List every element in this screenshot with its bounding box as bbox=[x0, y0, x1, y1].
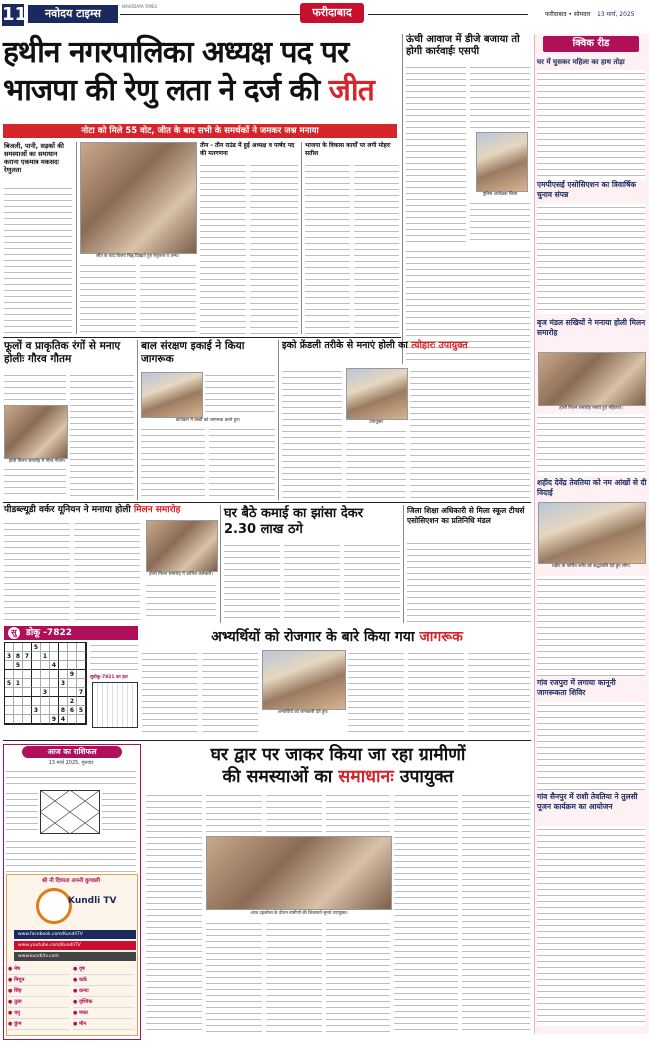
ghar-headline-line1: घर द्वार पर जाकर किया जा रहा ग्रामीणों bbox=[210, 745, 466, 765]
sudoku-cell: 3 bbox=[59, 679, 68, 688]
thagi-text-1 bbox=[224, 542, 280, 622]
holi1-text-2 bbox=[4, 466, 66, 498]
section-label: फरीदाबाद bbox=[300, 3, 364, 23]
pwd-headline bbox=[4, 505, 214, 516]
sudoku-instructions bbox=[90, 642, 138, 672]
sudoku-cell bbox=[50, 670, 59, 679]
row-rule bbox=[3, 337, 401, 338]
zodiac-sign: ● धनु bbox=[8, 1008, 69, 1019]
sp-text-1 bbox=[406, 64, 466, 244]
holi1-photo bbox=[4, 405, 68, 459]
sudoku-cell bbox=[23, 643, 32, 652]
sudoku-cell bbox=[5, 661, 14, 670]
zodiac-sign: ● कर्क bbox=[73, 975, 134, 986]
rojgar-headline bbox=[142, 628, 532, 646]
ghar-headline bbox=[146, 744, 530, 788]
sudoku-grid bbox=[4, 642, 87, 725]
sudoku-cell bbox=[14, 715, 23, 724]
sudoku-cell bbox=[59, 670, 68, 679]
divider bbox=[278, 340, 279, 500]
bal-caption: कार्यक्रम में बच्चों को जागरूक करते हुए। bbox=[175, 418, 241, 423]
sudoku-cell: 3 bbox=[41, 688, 50, 697]
ghar-text-3 bbox=[206, 920, 262, 1032]
eco-text-1 bbox=[282, 368, 342, 498]
sudoku-cell bbox=[14, 697, 23, 706]
lead-headline bbox=[3, 34, 399, 110]
lead-col5-text bbox=[250, 162, 298, 334]
bal-headline: बाल संरक्षण इकाई ने किया जागरूक bbox=[141, 340, 245, 365]
sudoku-cell bbox=[77, 670, 86, 679]
sidebar-item-3-headline: बृज मंडल सखियों ने मनाया होली मिलन समारोह bbox=[537, 318, 646, 337]
sudoku-cell bbox=[32, 670, 41, 679]
eco-headline-b: त्योहारः उपायुक्त bbox=[411, 340, 468, 351]
divider bbox=[403, 505, 404, 623]
ghar-text-9 bbox=[462, 792, 530, 1032]
sudoku-cell bbox=[68, 688, 77, 697]
teachers-headline: जिला शिक्षा अधिकारी से मिला स्कूल टीचर्स एसोसिएशन का प्रतिनिधि मंडल bbox=[407, 506, 525, 525]
sidebar-item-4-text bbox=[537, 576, 645, 676]
sudoku-cell bbox=[14, 670, 23, 679]
sudoku-cell: 2 bbox=[68, 697, 77, 706]
sudoku-cell: 9 bbox=[50, 715, 59, 724]
zodiac-sign: ● कन्या bbox=[73, 986, 134, 997]
thagi-headline: घर बैठे कमाई का झांसा देकर 2.30 लाख ठगे bbox=[224, 506, 364, 537]
teachers-text bbox=[407, 540, 531, 622]
sudoku-cell bbox=[32, 661, 41, 670]
rojgar-caption: अभ्यर्थियों को जानकारी देते हुए। bbox=[277, 710, 329, 715]
youtube-link[interactable]: www.youtube.com/KundliTV bbox=[14, 941, 136, 950]
sudoku-cell bbox=[5, 697, 14, 706]
lead-headline-line2-a: भाजपा की रेणु लता ने दर्ज की bbox=[3, 73, 329, 108]
zodiac-sign: ● वृश्चिक bbox=[73, 997, 134, 1008]
ghar-text-2 bbox=[206, 792, 262, 832]
sudoku-cell bbox=[23, 679, 32, 688]
kundli-side-right bbox=[102, 790, 136, 834]
ghar-caption: आज दहकोला के दौरान ग्रामीणों की शिकायतें सुनते उपायुक्त। bbox=[250, 911, 348, 916]
ghar-headline-line2-b: समाधानः bbox=[338, 767, 394, 787]
lead-col3-text bbox=[140, 262, 196, 334]
sudoku-cell bbox=[23, 715, 32, 724]
ghar-photo bbox=[206, 836, 392, 910]
sudoku-cell bbox=[68, 661, 77, 670]
sidebar-item-1-headline: घर में घुसकर महिला का हाथ तोड़ा bbox=[537, 58, 625, 66]
masthead-rule-left bbox=[120, 14, 300, 15]
sudoku-cell: 7 bbox=[23, 652, 32, 661]
ghar-text-1 bbox=[146, 792, 202, 1032]
bal-photo bbox=[141, 372, 203, 418]
sudoku-cell bbox=[41, 697, 50, 706]
rojgar-photo bbox=[262, 650, 346, 710]
sidebar-item-2-headline: एमपीएसई एसोसिएशन का त्रिवार्षिक चुनाव संपन्न bbox=[537, 180, 637, 199]
sudoku-cell bbox=[5, 670, 14, 679]
logo: नवोदय टाइम्स bbox=[28, 5, 118, 23]
divider bbox=[402, 34, 403, 364]
sudoku-cell bbox=[50, 652, 59, 661]
sudoku-cell bbox=[32, 697, 41, 706]
sudoku-cell bbox=[68, 643, 77, 652]
zodiac-sign: ● मीन bbox=[73, 1019, 134, 1030]
bal-text-1 bbox=[205, 372, 275, 416]
sudoku-cell bbox=[59, 652, 68, 661]
horoscope-text bbox=[6, 838, 136, 872]
sidebar-item-4-caption: शहीद के पार्थिव शरीर को श्रद्धांजलि देते हुए लोग। bbox=[551, 564, 631, 569]
sudoku-cell bbox=[77, 715, 86, 724]
sp-text-2 bbox=[470, 64, 530, 130]
sudoku-cell bbox=[23, 661, 32, 670]
sudoku-title: डोकू -7822 bbox=[26, 628, 72, 638]
sudoku-cell bbox=[50, 643, 59, 652]
zodiac-sign: ● वृष bbox=[73, 964, 134, 975]
rojgar-headline-b: जागरूक bbox=[419, 629, 463, 645]
sudoku-cell bbox=[14, 706, 23, 715]
sidebar-item-4-photo bbox=[538, 502, 646, 564]
pwd-text-2 bbox=[74, 520, 140, 620]
sudoku-cell: 9 bbox=[68, 670, 77, 679]
sudoku-cell bbox=[41, 661, 50, 670]
lead-col4-text bbox=[200, 162, 246, 334]
thagi-text-2 bbox=[284, 542, 340, 622]
kundli-logo-ring bbox=[36, 888, 72, 924]
zodiac-sign: ● मेष bbox=[8, 964, 69, 975]
sp-photo-caption: पुलिस अधीक्षक जिला bbox=[482, 192, 518, 197]
sudoku-cell bbox=[77, 697, 86, 706]
sudoku-cell bbox=[50, 697, 59, 706]
sudoku-cell bbox=[32, 652, 41, 661]
sudoku-cell bbox=[14, 643, 23, 652]
zodiac-sign: ● कुंभ bbox=[8, 1019, 69, 1030]
logo-sub: NAVODAYA TIMES bbox=[122, 4, 158, 9]
sudoku-cell: 1 bbox=[14, 679, 23, 688]
sidebar-item-3-text bbox=[537, 414, 645, 476]
horoscope-ad-title: श्री नी दिव्यता अपनी कुण्डली bbox=[41, 878, 101, 884]
ghar-text-8 bbox=[394, 792, 458, 1032]
rojgar-text-5 bbox=[468, 650, 530, 736]
sudoku-cell: 5 bbox=[32, 643, 41, 652]
sudoku-cell bbox=[41, 679, 50, 688]
horoscope-date: 13 मार्च 2025, गुरुवार bbox=[48, 760, 94, 766]
sidebar-item-6-text bbox=[537, 826, 645, 1026]
zodiac-sign: ● तुला bbox=[8, 997, 69, 1008]
lead-headline-line1: हथीन नगरपालिका अध्यक्ष पद पर bbox=[3, 35, 349, 70]
lead-col2-text bbox=[80, 262, 136, 334]
rojgar-text-2 bbox=[202, 650, 258, 736]
sudoku-cell: 3 bbox=[5, 652, 14, 661]
sudoku-cell: 5 bbox=[14, 661, 23, 670]
sudoku-badge: सु bbox=[8, 627, 20, 639]
pwd-photo bbox=[146, 520, 218, 572]
lead-headline-highlight: जीत bbox=[328, 73, 374, 108]
sudoku-cell: 7 bbox=[77, 688, 86, 697]
sudoku-cell: 5 bbox=[5, 679, 14, 688]
lead-photo bbox=[80, 142, 197, 254]
ghar-text-4 bbox=[266, 792, 322, 832]
ghar-text-7 bbox=[326, 920, 390, 1032]
sudoku-cell bbox=[77, 661, 86, 670]
sudoku-cell bbox=[68, 652, 77, 661]
eco-text-2 bbox=[346, 428, 406, 498]
lead-sub2: तीन - तीन राउंड में हुई अध्यक्ष व पार्षद पद की मतगणना bbox=[200, 142, 295, 157]
ghar-headline-line2-c: उपायुक्त bbox=[393, 767, 454, 787]
pwd-headline-b: मिलन समारोह bbox=[133, 505, 181, 515]
divider bbox=[301, 142, 302, 334]
kundli-brand: Kundli TV bbox=[68, 896, 117, 906]
pwd-caption: होली मिलन समारोह में शामिल कर्मचारी। bbox=[149, 572, 213, 577]
sudoku-cell bbox=[77, 643, 86, 652]
pwd-headline-a: पीडब्ल्यूडी वर्कर यूनियन ने मनाया होली bbox=[4, 505, 134, 515]
date: 13 मार्च, 2025 bbox=[597, 11, 635, 18]
masthead-rule-right bbox=[368, 14, 528, 15]
sidebar-item-2-text bbox=[537, 204, 645, 314]
eco-photo bbox=[346, 368, 408, 420]
rojgar-text-4 bbox=[408, 650, 464, 736]
sudoku-cell bbox=[68, 715, 77, 724]
holi1-text-3 bbox=[70, 372, 134, 498]
zodiac-list bbox=[8, 964, 134, 1032]
sudoku-cell bbox=[32, 679, 41, 688]
edition: फरीदाबाद • सोमवार bbox=[545, 11, 591, 18]
zodiac-sign: ● मिथुन bbox=[8, 975, 69, 986]
sudoku-cell: 3 bbox=[32, 706, 41, 715]
sudoku-cell bbox=[23, 688, 32, 697]
sudoku-cell bbox=[59, 643, 68, 652]
lead-col6-text bbox=[305, 162, 350, 334]
sudoku-cell bbox=[41, 670, 50, 679]
sidebar-item-4-headline: शहीद देवेंद्र तेवतिया को नम आंखों से दी विदाई bbox=[537, 478, 647, 497]
sudoku-cell bbox=[5, 706, 14, 715]
ghar-headline-line2-a: की समस्याओं का bbox=[222, 767, 339, 787]
eco-text-3 bbox=[410, 368, 530, 498]
sudoku-cell bbox=[59, 697, 68, 706]
divider bbox=[220, 505, 221, 623]
sudoku-cell bbox=[50, 688, 59, 697]
sudoku-cell: 1 bbox=[41, 652, 50, 661]
sidebar-item-5-text bbox=[537, 702, 645, 790]
sp-photo bbox=[476, 132, 528, 192]
sudoku-solution-grid bbox=[92, 682, 138, 728]
sidebar-item-6-headline: गांव सैनपुर में राशी तेवतिया ने तुलसी पूजन कार्यक्रम का आयोजन bbox=[537, 792, 638, 811]
sudoku-cell: 6 bbox=[68, 706, 77, 715]
kundli-chart-svg bbox=[40, 790, 100, 834]
lead-strap: नोटा को मिले 55 वोट, जीत के बाद सभी के समर्थकों ने जमकर जश्न मनाया bbox=[3, 124, 397, 138]
sudoku-cell bbox=[5, 643, 14, 652]
facebook-link[interactable]: www.facebook.com/KundliTV bbox=[14, 930, 136, 939]
sidebar-item-3-photo bbox=[538, 352, 646, 406]
lead-headline-line2 bbox=[3, 72, 399, 110]
pwd-text-3 bbox=[146, 582, 216, 620]
sudoku-cell bbox=[23, 706, 32, 715]
lead-sub3: भाजपा के विकास कार्यों पर लगी मोहरः सतीश bbox=[305, 142, 391, 157]
sidebar-title: क्विक रीड bbox=[543, 36, 639, 52]
masthead bbox=[0, 0, 650, 30]
sudoku-solution-label: सुडोकू-7821 का हल bbox=[90, 675, 128, 680]
holi1-text-1 bbox=[4, 372, 66, 402]
ghar-headline-line2 bbox=[146, 766, 530, 788]
eco-headline-a: इको फ्रेंडली तरीके से मनाएं होली का bbox=[282, 340, 412, 351]
sudoku-cell bbox=[14, 688, 23, 697]
sudoku-cell bbox=[50, 706, 59, 715]
rojgar-headline-a: अभ्यर्थियों को रोजगार के बारे किया गया bbox=[211, 629, 420, 645]
sudoku-cell bbox=[77, 652, 86, 661]
rojgar-text-3 bbox=[348, 650, 404, 736]
sp-headline: ऊंची आवाज में डीजे बजाया तो होगी कार्रवाईः एसपी bbox=[406, 34, 520, 57]
sudoku-cell bbox=[5, 715, 14, 724]
holi1-headline: फूलों व प्राकृतिक रंगों से मनाए होलीः गौरव गौतम bbox=[4, 340, 121, 365]
sudoku-cell bbox=[23, 670, 32, 679]
sudoku-cell bbox=[77, 679, 86, 688]
sudoku-cell: 8 bbox=[14, 652, 23, 661]
sudoku-cell: 4 bbox=[59, 715, 68, 724]
pwd-text-1 bbox=[4, 520, 70, 620]
kundli-chart bbox=[40, 790, 100, 834]
eco-caption: उपायुक्त bbox=[369, 420, 383, 425]
zodiac-sign: ● सिंह bbox=[8, 986, 69, 997]
sp-text-3 bbox=[470, 200, 530, 244]
sudoku-cell: 4 bbox=[50, 661, 59, 670]
rojgar-text-1 bbox=[142, 650, 198, 736]
holi1-caption: होली मिलन समारोह में गौरव गौतम। bbox=[8, 459, 66, 464]
sudoku-cell bbox=[68, 679, 77, 688]
lead-photo-caption: जीत के बाद विजय चिह्न दिखाते हुए रेणुलता व अन्य। bbox=[95, 254, 180, 259]
sudoku-cell bbox=[32, 715, 41, 724]
sudoku-cell bbox=[50, 679, 59, 688]
divider bbox=[76, 142, 77, 334]
sidebar-item-3-caption: होली मिलन समारोह मनाते हुए महिलाएं। bbox=[559, 406, 623, 411]
ghar-text-6 bbox=[326, 792, 390, 832]
thagi-text-3 bbox=[344, 542, 400, 622]
sudoku-cell bbox=[23, 697, 32, 706]
sudoku-cell bbox=[32, 688, 41, 697]
sudoku-cell bbox=[41, 715, 50, 724]
sudoku-cell: 8 bbox=[59, 706, 68, 715]
sudoku-header bbox=[4, 626, 138, 640]
zodiac-sign: ● मकर bbox=[73, 1008, 134, 1019]
ghar-text-5 bbox=[266, 920, 322, 1032]
sidebar-item-5-headline: गांव रजपुरा में लगाया कानूनी जागरूकता शिविर bbox=[537, 678, 616, 697]
kundli-side-left bbox=[6, 790, 38, 834]
sudoku-cell: 5 bbox=[77, 706, 86, 715]
bal-text-3 bbox=[209, 426, 275, 498]
sudoku-cell bbox=[41, 643, 50, 652]
sudoku-cell bbox=[41, 706, 50, 715]
row-rule bbox=[3, 740, 531, 741]
page-number: 11 bbox=[2, 4, 28, 25]
horoscope-panchang bbox=[6, 768, 136, 786]
lead-col7-text bbox=[354, 162, 399, 334]
website-link[interactable]: www.kundlitv.com bbox=[14, 952, 136, 961]
row-rule bbox=[3, 502, 531, 503]
sudoku-cell bbox=[59, 688, 68, 697]
lead-sub1: बिजली, पानी, सड़कों की समस्याओं का समाधान कराना एकमात्र मकसदः रेणुलता bbox=[4, 142, 64, 174]
lead-col1-text bbox=[4, 185, 72, 335]
sudoku-cell bbox=[5, 688, 14, 697]
sidebar-item-1-text bbox=[537, 70, 645, 180]
sudoku-cell bbox=[59, 661, 68, 670]
horoscope-title: आज का राशिफल bbox=[22, 746, 122, 758]
eco-headline bbox=[282, 340, 532, 352]
bal-text-2 bbox=[141, 426, 205, 498]
divider bbox=[137, 340, 138, 500]
